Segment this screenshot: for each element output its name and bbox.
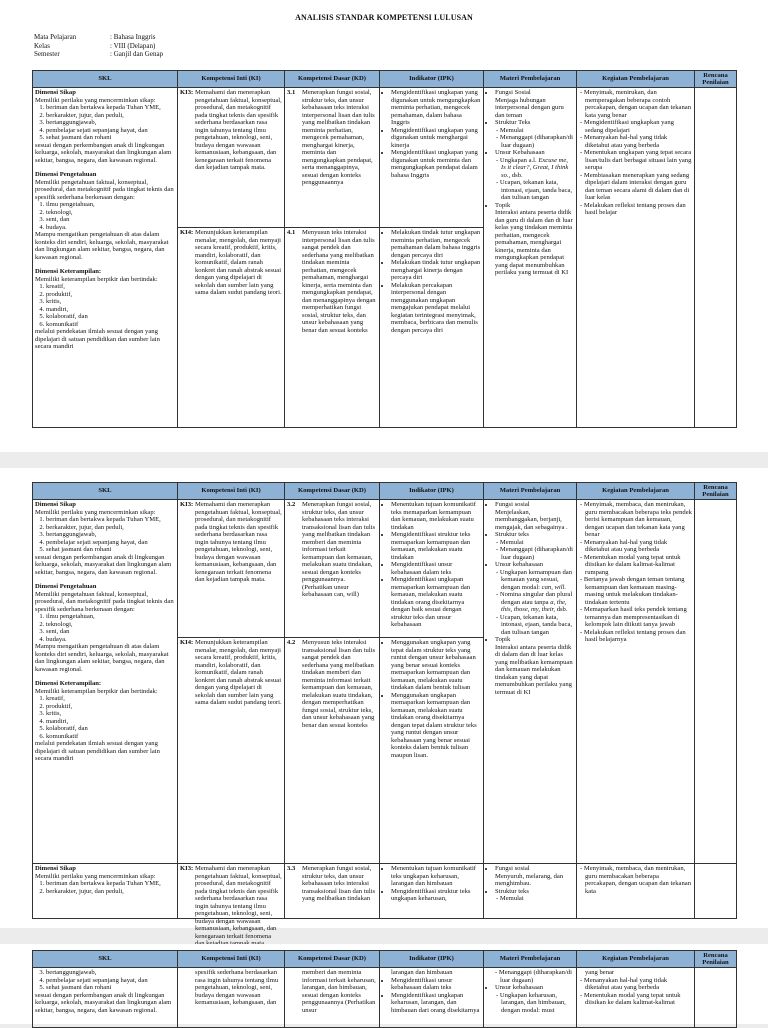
list-item: 3. bertanggungjawab,	[46, 531, 175, 539]
skl-sikap-outro: sesuai dengan perkembangan anak di lingkungan keluarga, sekolah, masyarakat dan lingkungan alam sekitar, bangsa, negara, dan kawasan regional.	[35, 991, 172, 1014]
ki4-cell	[178, 228, 285, 428]
ipk-3-1-cell	[380, 88, 484, 228]
list-item: - Menanyakan hal-hal yang tidak diketahui atau yang berbeda	[585, 134, 692, 149]
header-ipk: Indikator (IPK)	[380, 483, 484, 500]
list-item: 4. pembelajar sejati sepanjang hayat, dan	[46, 977, 175, 985]
materi-topik-title: Topik	[495, 201, 511, 209]
list-item: • Mengidentifikasi ungkapan yang digunakan untuk meminta dan mengungkapkan pendapat dalam bahasa Inggris	[391, 149, 481, 179]
list-item: 1. ilmu pengetahuan,	[46, 613, 175, 621]
list-item: 2. produktif,	[46, 703, 175, 711]
skl-table-page-3	[32, 950, 737, 1028]
list-item: 1. kreatif,	[46, 283, 175, 291]
list-item: • Mengidentifikasi struktur teks ungkapan keharusan,	[391, 888, 481, 903]
list-item	[501, 569, 574, 592]
materi-text: Nomina singular dan plural dengan atau tanpa	[499, 591, 573, 606]
list-item: 2. berkarakter, jujur, dan peduli,	[46, 888, 175, 896]
ki3-cell	[178, 500, 285, 638]
header-ki: Kompetensi Inti (KI)	[178, 483, 285, 500]
ki4-text: Menunjukkan keterampilan menalar, mengolah, dan menyaji secara kreatif, produktif, kritis, mandiri, kolaboratif, dan komunikatif, dalam ranah konkret dan ranah abstrak sesuai dengan yang dipelajari di sekolah dan sumber lain yang sama dalam sudut pandang teori.	[195, 639, 282, 706]
list-item: • Mengidentifikasi ungkapan memaparkan kemampuan dan kemauan, melakukan suatu tindakan orang disekitarnya dengan baik sesuai dengan struktur teks dan unsur kebahasaan	[391, 576, 481, 629]
materi-struktur-teks-title: Struktur teks	[495, 531, 529, 538]
list-item: • Mengidentifikasi ungkapan yang digunakan untuk mengungkapkan meminta perhatian, mengecek pemahaman, dalam bahasa Inggris	[391, 89, 481, 127]
ipk-cell-continued	[380, 968, 484, 1028]
skl-sikap-outro: sesuai dengan perkembangan anak di lingkungan keluarga, sekolah, masyarakat dan lingkungan alam sekitar, bangsa, negara, dan kawasan regional.	[35, 141, 172, 164]
skl-table-page-2	[32, 482, 737, 940]
page-2	[0, 468, 768, 940]
list-item: 1. beriman dan bertakwa kepada Tuhan YME,	[46, 880, 175, 888]
ki3-text: spesifik sederhana berdasarkan rasa ingin tahunya tentang ilmu pengetahuan, teknologi, seni, budaya dengan wawasan kemanusiaan, kebangsaan, dan	[195, 969, 279, 1006]
kd-number: 4.2	[287, 639, 296, 646]
header-kd: Kompetensi Dasar (KD)	[285, 483, 380, 500]
list-item: • Menentukan tujuan komunikatif teks memaparkan kemampuan dan kemauan, melakukan suatu tindakan	[391, 501, 481, 531]
list-item: - Ucapan, tekanan kata, intonasi, ejaan, tanda baca, dan tulisan tangan	[501, 179, 574, 202]
kd-text: memberi dan meminta informasi terkait keharusan, larangan, dan himbauan, sesuai dengan konteks penggunaannya (Perhatikan unsur	[302, 969, 376, 1014]
skl-sikap-list	[35, 104, 175, 142]
header-kd: Kompetensi Dasar (KD)	[285, 951, 380, 968]
list-item	[501, 591, 574, 614]
list-item: 3. kritis,	[46, 710, 175, 718]
list-item: - Menanyakan hal-hal yang tidak diketahui atau yang berbeda	[585, 539, 692, 554]
skl-cell	[33, 88, 178, 428]
skl-keterampilan-outro: melalui pendekatan ilmiah sesuai dengan yang dipelajari di satuan pendidikan dan sumber lain secara mandiri	[35, 328, 160, 350]
document-meta	[34, 33, 163, 59]
skl-cell-continued	[33, 968, 178, 1028]
meta-row	[34, 33, 163, 42]
rencana-cell	[695, 88, 737, 428]
skl-pengetahuan-outro: Mampu mengaitkan pengetahuan di atas dalam konteks diri sendiri, keluarga, sekolah, masyarakat dan lingkungan alam sekitar, bangsa, negara, dan kawasan regional.	[35, 643, 169, 673]
skl-keterampilan-title: Dimensi Keterampilan:	[35, 268, 102, 275]
meta-value: : VIII (Delapan)	[110, 41, 156, 50]
materi-cell	[484, 88, 577, 428]
list-item: - Menanggapi (diharapkan/di luar dugaan)	[501, 546, 574, 561]
kegiatan-cell-cut	[577, 864, 695, 919]
ipk-4-1-cell	[380, 228, 484, 428]
kd-number: 4.1	[287, 229, 296, 236]
list-item: • Mengidentifikasi unsur kebahasaan dalam teks	[391, 977, 481, 992]
ki3-label: KI3:	[180, 501, 194, 508]
list-item: - Menentukan ungkapan yang tepat secara lisan/tulis dari berbagai situasi lain yang serupa	[585, 149, 692, 172]
materi-fungsi-sosial-text: Menjelaskan, membanggakan, berjanji, mengajak, dan sebagainya .	[495, 508, 568, 531]
header-ki: Kompetensi Inti (KI)	[178, 951, 285, 968]
list-item: - Melakukan refleksi tentang proses dan hasil belajarnya	[585, 629, 692, 644]
ipk-3-2-cell	[380, 500, 484, 638]
kd-text: Menerapkan fungsi sosial, struktur teks, dan unsur kebahasaan teks interaksi interpersonal lisan dan tulis yang melibatkan tindakan meminta perhatian, mengecek pemahaman, menghargai kinerja, meminta dan mengungkapkan pendapat, serta menanggapinya, sesuai dengan konteks penggunaannya	[302, 89, 375, 186]
kd-text: Menerapkan fungsi sosial, struktur teks, dan unsur kebahasaan teks interaksi transaksional lisan dan tulis yang melibatkan tindakan memberi dan meminta informasi terkait kemampuan dan kemauan, melakukan suatu tindakan, sesuai dengan konteks penggunaannya. (Perhatikan unsur kebahasaan can, will)	[302, 501, 376, 598]
materi-unsur-kebahasaan-title: Unsur kebahasaan	[495, 561, 544, 568]
list-item: - Bertanya jawab dengan teman tentang kemampuan dan kemauan masing-masing untuk melakukan tindakan-tindakan tertentu	[585, 576, 692, 606]
list-item: 3. kritis,	[46, 298, 175, 306]
skl-keterampilan-intro: Memiliki keterampilan berpikir dan bertindak:	[35, 275, 158, 283]
header-skl: SKL	[33, 483, 178, 500]
document-title: ANALISIS STANDAR KOMPETENSI LULUSAN	[295, 13, 473, 22]
list-item: • Melakukan tindak tutur ungkapan menghargai kinerja dengan percaya diri	[391, 259, 481, 282]
kd-cell-continued	[285, 968, 380, 1028]
header-skl: SKL	[33, 951, 178, 968]
materi-fungsi-sosial-title: Fungsi sosial	[495, 865, 530, 872]
meta-value: : Ganjil dan Genap	[110, 50, 164, 59]
materi-italic-text: can, will.	[541, 583, 567, 591]
list-item: - Menanyakan hal-hal yang tidak diketahui atau yang berbeda	[585, 977, 692, 992]
list-item: - Melakukan refleksi tentang proses dan hasil belajar	[585, 202, 692, 217]
header-rencana: Rencana Penilaian	[695, 483, 737, 500]
list-item: 6. komunikatif	[46, 733, 175, 741]
materi-topik-text: Interaksi antara peserta didik di dalam dan di luar kelas yang melibatkan kemampuan dan kemauan melakukan tindakan yang dapat menumbuhkan perilaku yang termuat di KI	[495, 643, 573, 696]
ki4-label: KI4:	[180, 639, 194, 646]
materi-struktur-teks-title: Struktur teks	[495, 887, 529, 895]
materi-cell	[484, 500, 577, 864]
list-item: 3. seni, dan	[46, 216, 175, 224]
ki3-cell-cut	[178, 864, 285, 940]
materi-cell-continued	[484, 968, 577, 1028]
list-item: • Melakukan percakapan interpersonal dengan menggunakan ungkapan mengajukan pendapat melalui kegiatan terintegrasi menyimak, membaca, berbicara dan menulis dengan percaya diri	[391, 282, 481, 335]
skl-pengetahuan-title: Dimensi Pengetahuan	[35, 583, 97, 590]
skl-sikap-title: Dimensi Sikap	[35, 865, 76, 872]
header-materi: Materi Pembelajaran	[484, 483, 577, 500]
kd-3-2-cell	[285, 500, 380, 638]
list-item: • Melakukan tindak tutur ungkapan meminta perhatian, mengecek pemahaman dalam bahasa inggris dengan percaya diri	[391, 229, 481, 259]
skl-cell	[33, 500, 178, 864]
kegiatan-cell	[577, 88, 695, 428]
header-rencana: Rencana Penilaian	[695, 951, 737, 968]
meta-key: Semester	[34, 50, 60, 59]
skl-sikap-outro: sesuai dengan perkembangan anak di lingkungan keluarga, sekolah, masyarakat dan lingkungan alam sekitar, bangsa, negara, dan kawasan regional.	[35, 553, 172, 576]
materi-unsur-kebahasaan-title: Unsur Kebahasaan	[495, 149, 545, 156]
kd-3-1-cell	[285, 88, 380, 228]
materi-italic-text: Excuse me, Is it clear?, Great, I think so.,	[501, 156, 569, 179]
list-item: 2. produktif,	[46, 291, 175, 299]
ki4-cell	[178, 638, 285, 864]
skl-pengetahuan-intro: Memiliki pengetahuan faktual, konseptual, prosedural, dan metakognitif pada tingkat teknis dan spesifik sederhana berkenaan dengan:	[35, 590, 174, 613]
skl-cell-cut	[33, 864, 178, 919]
header-kegiatan: Kegiatan Pembelajaran	[577, 483, 695, 500]
meta-row	[34, 42, 163, 51]
list-item: 2. teknologi,	[46, 621, 175, 629]
list-item: - Menyimak, membaca, dan menirukan, guru membacakan beberapa teks pendek berisi kemampuan dan kemauan, dengan ucapan dan tekanan kata yang benar	[585, 501, 692, 539]
materi-topik-text: Interaksi antara peserta didik dan guru di dalam dan di luar kelas yang tindakan meminta perhatian, mengecek pemahaman, menghargai kinerja, meminta dan mengungkapkan pendapat yang dapat menumbuhkan perilaku yang termuat di KI	[495, 209, 573, 276]
header-materi: Materi Pembelajaran	[484, 71, 577, 88]
list-item: • Menentukan tujuan komunikatif teks ungkapan keharusan, larangan dan himbauan	[391, 865, 481, 888]
header-rencana: Rencana Penilaian	[695, 71, 737, 88]
skl-sikap-intro: Memiliki perilaku yang mencerminkan sikap:	[35, 508, 156, 516]
header-ki: Kompetensi Inti (KI)	[178, 71, 285, 88]
list-item: 2. teknologi,	[46, 209, 175, 217]
rencana-cell	[695, 500, 737, 864]
table-row	[33, 500, 737, 638]
list-item: 4. budaya.	[46, 636, 175, 644]
table-row	[33, 864, 737, 919]
ki3-label: KI3:	[180, 865, 194, 872]
list-item: 3. seni, dan	[46, 628, 175, 636]
list-item: - Memulai	[501, 895, 574, 903]
ki4-text: Menunjukkan keterampilan menalar, mengolah, dan menyaji secara kreatif, produktif, kritis, mandiri, kolaboratif, dan komunikatif, dalam ranah konkret dan ranah abstrak sesuai dengan yang dipelajari di sekolah dan sumber lain yang sama dalam sudut pandang teori.	[195, 229, 282, 296]
materi-fungsi-sosial-text: Menyuruh, melarang, dan menghimbau.	[495, 872, 564, 887]
kd-text: Menerapkan fungsi sosial, struktur teks, dan unsur kebahasaan teks interaksi transaksional lisan dan tulis yang melibatkan tindakan	[302, 865, 376, 902]
materi-topik-title: Topik	[495, 636, 511, 643]
list-item: - Memaparkan hasil teks pendek tentang temannya dan mempresentasikan di kelompok lain diikuti tanya jawab	[585, 606, 692, 629]
ipk-3-3-cell	[380, 864, 484, 919]
kegiatan-cell-continued	[577, 968, 695, 1028]
skl-sikap-intro: Memiliki perilaku yang mencerminkan sikap:	[35, 872, 156, 880]
list-item: • Menggunakan ungkapan memaparkan kemampuan dan kemauan, melakukan suatu tindakan orang disekitarnya dengan tepat dalam struktur teks yang runtut dengan unsur kebahasaan yang benar sesuai konteks dalam bentuk tulisan maupun lisan.	[391, 692, 481, 760]
list-item: - Menyimak, membaca, dan menirukan, guru membacakan beberapa percakapan, dengan ucapan dan tekanan kata	[585, 865, 692, 895]
list-item: 2. berkarakter, jujur, dan peduli,	[46, 524, 175, 532]
materi-cell-cut	[484, 864, 577, 919]
materi-italic-text: a, the, this, those, my, their,	[501, 598, 567, 613]
meta-key: Mata Pelajaran	[34, 33, 77, 41]
list-item: 5. sehat jasmani dan rohani	[46, 984, 175, 992]
page-1	[0, 0, 768, 452]
list-item: - Mengidentifikasi ungkapkan yang sedang dipelajari	[585, 119, 692, 134]
ki3-text: Memahami dan menerapkan pengetahuan faktual, konseptual, prosedural, dan metakognitif pada tingkat teknis dan spesifik sederhana berdasarkan rasa ingin tahunya tentang ilmu pengetahuan, teknologi, seni, budaya dengan wawasan kemanusiaan, kebangsaan, dan kenegaraan terkait fenomena	[195, 865, 282, 940]
skl-pengetahuan-outro: Mampu mengaitkan pengetahuan di atas dalam konteks diri sendiri, keluarga, sekolah, masyarakat dan lingkungan alam sekitar, bangsa, negara, dan kawasan regional.	[35, 231, 169, 261]
kd-number: 3.2	[287, 501, 296, 508]
header-ipk: Indikator (IPK)	[380, 71, 484, 88]
list-item: 3. bertanggungjawab,	[46, 119, 175, 127]
materi-text: dsb.	[511, 171, 523, 179]
header-kd: Kompetensi Dasar (KD)	[285, 71, 380, 88]
rencana-cell	[695, 968, 737, 1028]
ki3-cell	[178, 88, 285, 228]
materi-text: Ungkapan a.l.	[499, 156, 537, 164]
skl-keterampilan-title: Dimensi Keterampilan:	[35, 680, 102, 687]
header-kegiatan: Kegiatan Pembelajaran	[577, 71, 695, 88]
table-header-row	[33, 951, 737, 968]
kd-text: Menyusun teks interaksi transaksional lisan dan tulis sangat pendek dan sederhana yang melibatkan tindakan memberi dan meminta informasi terkait kemampuan dan kemauan, melakukan suatu tindakan, dengan memperhatikan fungsi sosial, struktur teks, dan unsur kebahasaan yang benar dan sesuai konteks	[302, 639, 376, 729]
list-item: 1. beriman dan bertakwa kepada Tuhan YME,	[46, 104, 175, 112]
ki3-label: KI3:	[180, 89, 194, 96]
materi-unsur-kebahasaan-title: Unsur kebahasaan	[495, 984, 544, 991]
skl-keterampilan-outro: melalui pendekatan ilmiah sesuai dengan yang dipelajari di satuan pendidikan dan sumber lain secara mandiri	[35, 740, 160, 762]
list-item: - Membiasakan menerapkan yang sedang dipelajari dalam interaksi dengan guru dan teman secara alami di dalam dan di luar kelas	[585, 172, 692, 202]
kd-4-1-cell	[285, 228, 380, 428]
list-item: 6. komunikatif	[46, 321, 175, 329]
list-item: 4. budaya.	[46, 224, 175, 232]
header-ipk: Indikator (IPK)	[380, 951, 484, 968]
meta-row	[34, 50, 163, 59]
list-item: - Memulai	[501, 127, 574, 135]
list-item: • Mengidentifikasi ungkapan yang digunakan untuk menghargai kinerja	[391, 127, 481, 150]
list-item: - Menanggapi (diharapkan/di luar dugaan)	[501, 134, 574, 149]
list-item: 4. pembelajar sejati sepanjang hayat, dan	[46, 127, 175, 135]
list-item: - Memulai	[501, 539, 574, 547]
kd-number: 3.3	[287, 865, 296, 872]
ki3-text: Memahami dan menerapkan pengetahuan faktual, konseptual, prosedural, dan metakognitif pada tingkat teknis dan spesifik sederhana berdasarkan rasa ingin tahunya tentang ilmu pengetahuan, teknologi, seni, budaya dengan wawasan kemanusiaan, kebangsaan, dan kenegaraan terkait fenomena dan kejadian tampak mata.	[195, 89, 282, 171]
table-header-row	[33, 71, 737, 88]
list-item: 1. kreatif,	[46, 695, 175, 703]
header-kegiatan: Kegiatan Pembelajaran	[577, 951, 695, 968]
list-item: • Mengidentifikasi unsur kebahasaan dalam teks	[391, 561, 481, 576]
kd-text: Menyusun teks interaksi interpersonal lisan dan tulis sangat pendek dan sederhana yang melibatkan tindakan meminta perhatian, mengecek pemahaman, menghargai kinerja, serta meminta dan mengungkapkan pendapat, dan menanggapinya dengan memperhatikan fungsi sosial, struktur teks, dan unsur kebahasaan yang benar dan sesuai konteks	[302, 229, 376, 334]
list-item: • Mengidentifikasi struktur teks memaparkan kemampuan dan kemauan, melakukan suatu tindakan	[391, 531, 481, 561]
meta-value: : Bahasa Inggris	[110, 33, 156, 41]
skl-sikap-title: Dimensi Sikap	[35, 89, 76, 96]
header-skl: SKL	[33, 71, 178, 88]
materi-fungsi-sosial-text: Menjaga hubungan interpersonal dengan guru dan teman	[495, 96, 564, 119]
skl-sikap-title: Dimensi Sikap	[35, 501, 76, 508]
page-3	[0, 944, 768, 1024]
table-row	[33, 968, 737, 1028]
skl-pengetahuan-intro: Memiliki pengetahuan faktual, konseptual, prosedural, dan metakognitif pada tingkat teknis dan spesifik sederhana berkenaan dengan:	[35, 178, 174, 201]
list-item: 3. bertanggungjawab,	[46, 969, 175, 977]
list-item: - Menentukan modal yang tepat untuk diisikan ke dalam kalimat-kalimat	[585, 992, 692, 1007]
materi-text: dsb.	[556, 606, 568, 613]
ki3-text: Memahami dan menerapkan pengetahuan faktual, konseptual, prosedural, dan metakognitif pada tingkat teknis dan spesifik sederhana berdasarkan rasa ingin tahunya tentang ilmu pengetahuan, teknologi, seni, budaya dengan wawasan kemanusiaan, kebangsaan, dan kenegaraan terkait fenomena dan kejadian tampak mata.	[195, 501, 282, 583]
materi-struktur-teks-title: Struktur Teks	[495, 119, 531, 126]
table-row	[33, 88, 737, 228]
list-item: 4. mandiri,	[46, 306, 175, 314]
materi-fungsi-sosial-title: Fungsi sosial	[495, 501, 530, 508]
list-item: 4. pembelajar sejati sepanjang hayat, dan	[46, 539, 175, 547]
skl-keterampilan-list	[35, 283, 175, 328]
skl-sikap-intro: Memiliki perilaku yang mencerminkan sikap:	[35, 96, 156, 104]
list-item: 4. mandiri,	[46, 718, 175, 726]
ki3-cell-continued	[178, 968, 285, 1028]
rencana-cell	[695, 864, 737, 919]
list-item: - Menyimak, menirukan, dan memperagakan beberapa contoh percakapan, dengan ucapan dan tekanan kata yang benar	[585, 89, 692, 119]
materi-fungsi-sosial-title: Fungsi Sosial	[495, 89, 531, 96]
ipk-4-2-cell	[380, 638, 484, 864]
skl-table-page-1	[32, 70, 737, 428]
kd-number: 3.1	[287, 89, 296, 96]
list-item: 2. berkarakter, jujur, dan peduli,	[46, 112, 175, 120]
list-item: 5. sehat jasmani dan rohani	[46, 546, 175, 554]
list-item: 5. sehat jasmani dan rohani	[46, 134, 175, 142]
skl-keterampilan-intro: Memiliki keterampilan berpikir dan bertindak:	[35, 687, 158, 695]
skl-pengetahuan-title: Dimensi Pengetahuan	[35, 171, 97, 178]
skl-pengetahuan-list	[35, 201, 175, 231]
list-item: 1. ilmu pengetahuan,	[46, 201, 175, 209]
table-header-row	[33, 483, 737, 500]
list-item: 1. beriman dan bertakwa kepada Tuhan YME,	[46, 516, 175, 524]
list-item: - Menentukan modal yang tepat untuk diisikan ke dalam kalimat-kalimat rumpang	[585, 554, 692, 577]
list-item: - Ucapan, tekanan kata, intonasi, ejaan, tanda baca, dan tulisan tangan	[501, 614, 574, 637]
list-item: • Menggunakan ungkapan yang tepat dalam struktur teks yang runtut dengan unsur kebahasaan yang benar sesuai konteks memaparkan kemampuan dan kemauan, melakukan suatu tindakan dalam bentuk tulisan	[391, 639, 481, 692]
ipk-text: larangan dan himbauan	[391, 969, 453, 976]
kd-4-2-cell	[285, 638, 380, 864]
list-item: • Mengidentifikasi ungkapan keharusan, larangan, dan himbauan dari orang disekitarnya	[391, 992, 481, 1015]
list-item: - Menanggapi (diharapkan/di luar dugaan)	[500, 969, 574, 984]
list-item	[501, 157, 574, 180]
list-item: - Ungkapan keharusan, larangan, dan himbauan, dengan modal: must	[501, 992, 574, 1015]
list-item: 5. kolaboratif, dan	[46, 313, 175, 321]
materi-text: Ungkapan kemampuan dan kemauan yang sesuai, dengan modal:	[499, 568, 573, 591]
meta-key: Kelas	[34, 41, 50, 50]
kegiatan-text: yang benar	[585, 969, 615, 976]
ki4-label: KI4:	[180, 229, 194, 236]
header-materi: Materi Pembelajaran	[484, 951, 577, 968]
kd-3-3-cell	[285, 864, 380, 919]
list-item: 5. kolaboratif, dan	[46, 725, 175, 733]
kegiatan-cell	[577, 500, 695, 864]
